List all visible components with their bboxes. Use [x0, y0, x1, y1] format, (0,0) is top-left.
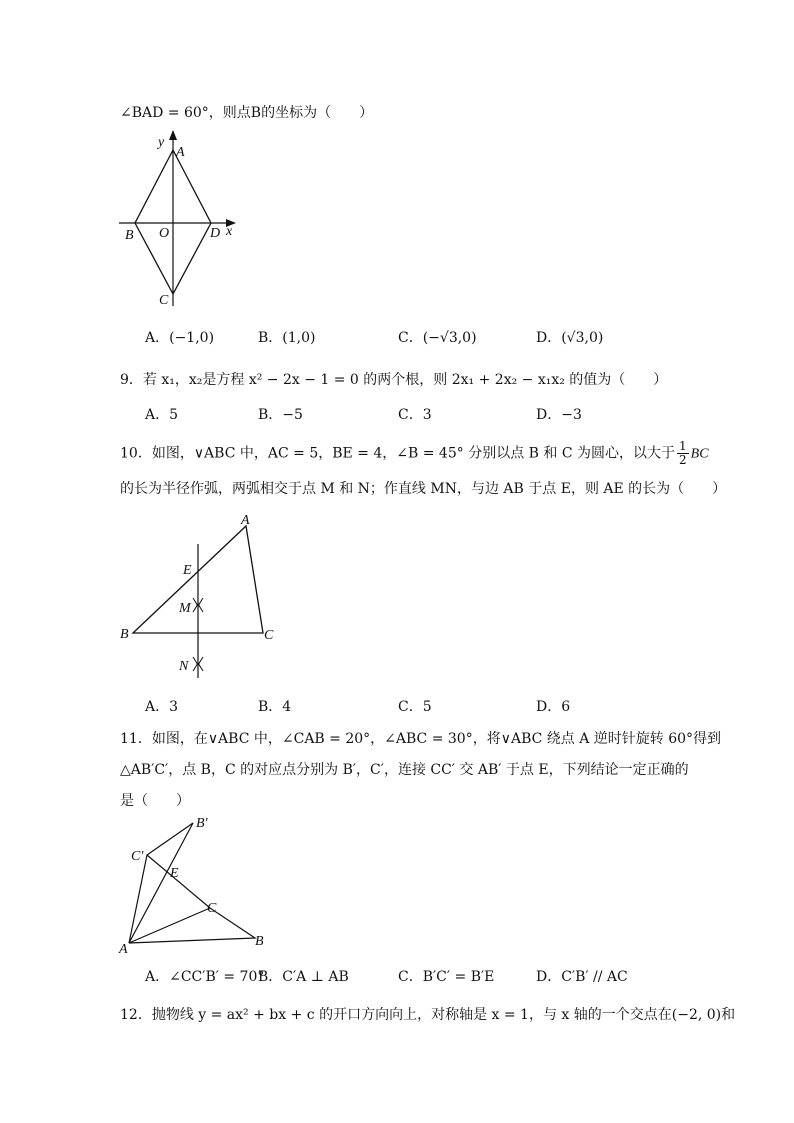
q8-label-b: B — [125, 228, 134, 243]
q11-stem-line2: △AB′C′，点 B，C 的对应点分别为 B′，C′，连接 CC′ 交 AB′ 于点 E，下列结论一定正确的 — [120, 762, 689, 778]
q11-label-e: E — [170, 866, 179, 881]
q9-option-a[interactable]: A．5 — [145, 407, 179, 423]
q10-figure — [115, 510, 285, 680]
q11-stem-line3: 是（ ） — [120, 793, 190, 809]
q10-label-m: M — [179, 601, 191, 616]
q9-option-b[interactable]: B．−5 — [258, 407, 303, 423]
q8-option-a[interactable]: A．(−1,0) — [145, 330, 215, 346]
q8-label-c: C — [159, 293, 169, 308]
q8-stem: ∠BAD = 60°，则点B的坐标为（ ） — [120, 105, 374, 121]
q10-label-c: C — [264, 628, 274, 643]
q10-option-a[interactable]: A．3 — [145, 699, 179, 715]
q10-stem-text: 10．如图，∨ABC 中，AC = 5，BE = 4，∠B = 45° 分别以点 B 和 C 为圆心，以大于 — [120, 445, 676, 462]
q10-option-d[interactable]: D．6 — [536, 699, 571, 715]
q11-stem-line1: 11．如图，在∨ABC 中，∠CAB = 20°，∠ABC = 30°，将∨ABC 绕点 A 逆时针旋转 60°得到 — [120, 731, 722, 747]
q10-label-e: E — [183, 563, 192, 578]
q12-stem: 12．抛物线 y = ax² + bx + c 的开口方向向上，对称轴是 x = 1，与 x 轴的一个交点在(−2, 0)和 — [120, 1007, 736, 1023]
q10-fraction — [677, 440, 689, 467]
q9-option-d[interactable]: D．−3 — [536, 407, 582, 423]
q8-label-d: D — [210, 226, 221, 241]
q9-stem: 9．若 x₁，x₂是方程 x² − 2x − 1 = 0 的两个根，则 2x₁ + 2x₂ − x₁x₂ 的值为（ ） — [120, 372, 668, 388]
q10-stem-line1 — [120, 440, 709, 467]
q8-option-d[interactable]: D．(√3,0) — [536, 330, 604, 346]
q9-option-c[interactable]: C．3 — [398, 407, 432, 423]
q8-label-x: x — [226, 224, 233, 239]
q11-option-b[interactable]: B．C′A ⊥ AB — [258, 969, 349, 985]
q8-label-o: O — [159, 226, 170, 241]
q10-label-b: B — [120, 627, 129, 642]
q11-label-bprime: B′ — [196, 816, 208, 831]
q8-figure — [115, 128, 255, 308]
q11-label-a: A — [119, 942, 128, 955]
q11-figure — [115, 815, 275, 955]
q11-label-b: B — [255, 934, 264, 949]
q8-option-b[interactable]: B．(1,0) — [258, 330, 316, 346]
q11-option-d[interactable]: D．C′B′ // AC — [536, 969, 628, 985]
q10-fraction-numerator: 1 — [679, 439, 687, 453]
q8-label-y: y — [158, 135, 165, 150]
q10-option-b[interactable]: B．4 — [258, 699, 292, 715]
q10-stem-line2: 的长为半径作弧，两弧相交于点 M 和 N；作直线 MN，与边 AB 于点 E，则 AE 的长为（ ） — [120, 481, 727, 497]
q8-label-a: A — [176, 145, 185, 160]
q11-label-c: C — [207, 901, 217, 916]
q10-option-c[interactable]: C．5 — [398, 699, 432, 715]
q10-stem-bc: BC — [690, 446, 709, 462]
q10-label-n: N — [179, 659, 189, 674]
q10-fraction-denominator: 2 — [679, 453, 687, 467]
q8-option-c[interactable]: C．(−√3,0) — [398, 330, 477, 346]
q11-label-cprime: C′ — [131, 849, 144, 864]
q10-label-a: A — [241, 513, 250, 528]
q11-option-a[interactable]: A．∠CC′B′ = 70° — [145, 969, 265, 985]
q11-option-c[interactable]: C．B′C′ = B′E — [398, 969, 495, 985]
